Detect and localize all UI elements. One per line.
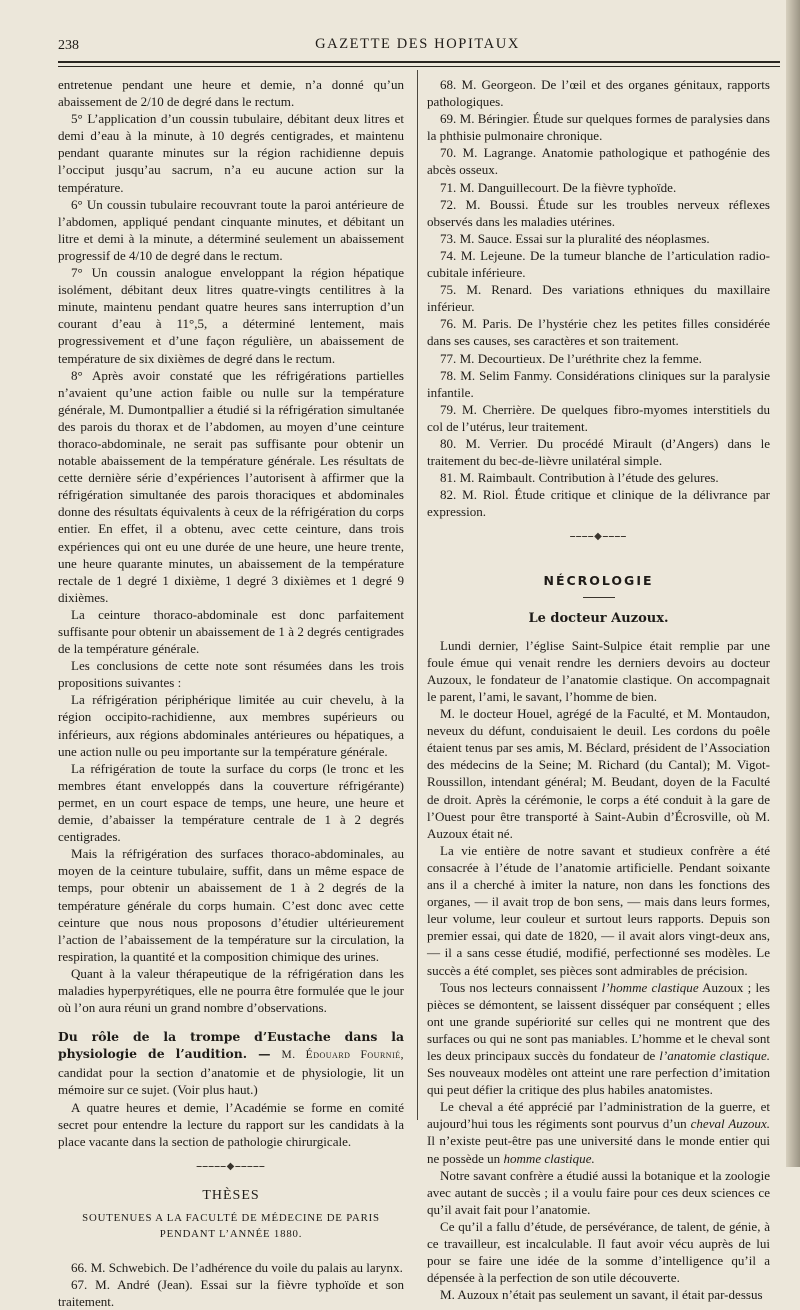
thesis-item: 79. M. Cherrière. De quelques fibro-myomes interstitiels du col de l’utérus, leur traitement. [427,401,770,434]
italic-run: homme clastique. [503,1150,595,1166]
header-rule [58,61,780,63]
thesis-item: 80. M. Verrier. Du procédé Mirault (d’Angers) dans le traitement du bec-de-lièvre unilatéral simple. [427,435,770,469]
page-number: 238 [58,38,79,53]
left-column [58,76,404,1310]
text-run: Tous nos lecteurs connaissent [440,979,602,995]
paragraph: Quant à la valeur thérapeutique de la réfrigération dans les maladies hyperpyrétiques, elle ne pourra être formulée que le jour où l’on aura réuni un grand nombre d’observations. [58,965,404,1016]
ornament-divider: ⎯⎯⎯⎯⎯◆⎯⎯⎯⎯⎯ [196,1160,266,1172]
thesis-item: 77. M. Decourtieux. De l’uréthrite chez la femme. [440,350,702,366]
text-run: Le cheval a été apprécié par l’administration de la guerre, et aujourd’hui tous les régiments sont pourvus d’un [427,1099,770,1132]
running-title: GAZETTE DES HOPITAUX [315,36,520,52]
paragraph: Les conclusions de cette note sont résumées dans les trois propositions suivantes : [58,658,404,691]
section-rest: candidat pour la section d’anatomie et de physiologie, lit un mémoire sur ce sujet. (Voir plus haut.) [58,1065,404,1098]
paragraph: Lundi dernier, l’église Saint-Sulpice était remplie par une foule émue qui venait rendre les derniers devoirs au docteur Auzoux, le fondateur de l’anatomie clastique. On accompagnait le parent, l’ami, le savant, l’homme de bien. [427,637,770,704]
paragraph [427,979,770,1099]
right-column [427,76,770,1303]
thesis-item: 72. M. Boussi. Étude sur les troubles nerveux réflexes observés dans les maladies utérines. [427,196,770,229]
paragraph: 6° Un coussin tubulaire recouvrant toute la paroi antérieure de l’abdomen, appliqué pendant cinquante minutes, et débitant un litre et demi à la minute, a déterminé seulement un abaissement progressif de 4/10 de degré dans le rectum. [58,196,404,263]
thesis-item: 82. M. Riol. Étude critique et clinique de la délivrance par expression. [427,487,770,520]
paragraph [427,1098,770,1166]
paragraph: Notre savant confrère a étudié aussi la botanique et la zoologie avec autant de succès ; il a voulu faire pour ces deux sciences ce qu’il avait fait pour l’anatomie. [427,1167,770,1217]
ornament-divider: ⎯⎯⎯⎯◆⎯⎯⎯⎯ [570,531,627,543]
thesis-item: 74. M. Lejeune. De la tumeur blanche de l’articulation radio-cubitale inférieure. [427,247,770,281]
thesis-item: 66. M. Schwebich. De l’adhérence du voile du palais au larynx. [71,1260,403,1276]
thesis-item: 71. M. Danguillecourt. De la fièvre typhoïde. [440,179,677,195]
theses-subtitle: SOUTENUES A LA FACULTÉ DE MÉDECINE DE PARIS [82,1212,380,1224]
obituary-title: Le docteur Auzoux. [528,610,669,626]
section-paragraph [58,1028,404,1098]
text-run: Il n’existe peut-être pas une université dans le monde entier qui ne possède un [427,1133,770,1166]
paragraph: entretenue pendant une heure et demie, n’a donné qu’un abaissement de 2/10 de degré dans le rectum. [58,77,404,110]
thesis-item: 75. M. Renard. Des variations ethniques du maxillaire inférieur. [427,282,770,315]
section-author: M. Édouard Fournié, [281,1049,404,1062]
paragraph: 7° Un coussin analogue enveloppant la région hépatique isolément, débitant deux litres quatre-vingts centilitres à la minute, maintenu pendant quatre heures sans interruption d’un courant d’eau à 11°,5, a déterminé lentement, mais progressivement et d’une façon régulière, un abaissement de température de six dixièmes de degré dans le rectum. [58,265,404,366]
thesis-item: 76. M. Paris. De l’hystérie chez les petites filles considérée dans ses causes, ses caractères et son traitement. [427,316,770,349]
paragraph: A quatre heures et demie, l’Académie se forme en comité secret pour entendre la lecture du rapport sur les candidats à la place vacante dans la section de pathologie chirurgicale. [58,1099,404,1149]
paragraph: La ceinture thoraco-abdominale est donc parfaitement suffisante pour obtenir un abaissement de 1 à 2 degrés centigrades de la température générale. [58,606,404,657]
page-edge [786,0,800,1167]
paragraph: M. Auzoux n’était pas seulement un savant, il était par-dessus [440,1287,763,1303]
paragraph: Mais la réfrigération des surfaces thoraco-abdominales, au moyen de la ceinture tubulaire, suffit, dans un même espace de temps, pour obtenir un abaissement de 1 à 2 degrés de la température générale du corps humain. C’est donc avec cette ceinture que nous nous proposons d’étudier ultérieurement l’action de l’abaissement de la température sur la circulation, la respiration, la quantité et la composition chimique des urines. [58,846,404,964]
page-header [55,34,780,56]
thesis-item: 73. M. Sauce. Essai sur la pluralité des néoplasmes. [440,230,710,246]
thesis-item: 81. M. Raimbault. Contribution à l’étude des gelures. [440,470,719,486]
header-rule-thin [58,66,780,67]
paragraph: Ce qu’il a fallu d’étude, de persévérance, de talent, de génie, à ce travailleur, est incalculable. Il faut avoir vécu auprès de lui pour se faire une idée de la somme d’intelligence qu’il a dépensée à la perfection de son utile découverte. [427,1218,770,1286]
necrology-heading: NÉCROLOGIE [543,572,654,588]
italic-run: cheval Auzoux. [690,1116,770,1132]
theses-subtitle-year: PENDANT L’ANNÉE 1880. [159,1228,303,1240]
short-rule [583,597,615,598]
italic-run: l’anatomie clastique. [659,1047,770,1063]
paragraph: 8° Après avoir constaté que les réfrigérations partielles n’avaient qu’une action faible ou nulle sur la température générale, M. Dumontpallier a étudié si la réfrigération simultanée des parois du thorax et de l’abdomen, au moyen d’une ceinture thoraco-abdominale, ne serait pas suffisante pour obtenir un notable abaissement de la température générale. Les résultats de cette dernière série d’expériences l’autorisent à affirmer que la réfrigération simultanée des parois thoraciques et abdominales donne des résultats équivalents à ceux de la réfrigération du corps entier. En effet, il a obtenu, avec cette ceinture, dans trois expériences qui ont eu une durée de une heure, une heure trente, une heure quarante minutes, un abaissement de la température rectale de 1 degré 1 dixième, 1 degré 3 dixièmes et 1 degré 9 dixièmes. [58,367,404,605]
thesis-item: 69. M. Béringier. Étude sur quelques formes de paralysies dans la phthisie pulmonaire chronique. [427,111,770,144]
paragraph: 5° L’application d’un coussin tubulaire, débitant deux litres et demi d’eau à la minute, à 10 degrés centigrades, et maintenu pendant quarante minutes sur la région rachidienne depuis l’occiput jusqu’au sacrum, n’a eu aucune action sur la température. [58,111,404,195]
paragraph: La réfrigération périphérique limitée au cuir chevelu, à la région occipito-rachidienne, aux membres supérieurs ou inférieurs, aux régions abdominales antérieures ou hépatiques, a une action nulle ou peu importante sur la température générale. [58,692,404,759]
thesis-item: 78. M. Selim Fanmy. Considérations cliniques sur la paralysie infantile. [427,367,770,400]
thesis-item: 70. M. Lagrange. Anatomie pathologique et pathogénie des abcès osseux. [427,145,770,178]
paragraph: La réfrigération de toute la surface du corps (le tronc et les membres étant enveloppés dans la couverture réfrigérante) permet, en un court espace de temps, une heure, une heure et demie, d’abaisser la température centrale de 1 à 2 degrés centigrades. [58,760,404,845]
italic-run: l’homme clastique [601,979,699,995]
paragraph: La vie entière de notre savant et studieux confrère a été consacrée à l’étude de l’anatomie artificielle. Pendant soixante ans il a cherché à imiter la nature, non dans les fonctions des organes, — il avait trop de bon sens, — mais dans leurs formes, leur volume, leur couleur et surtout leurs rapports. Depuis son premier essai, qui date de 1820, — il avait alors vingt-deux ans, — il a sans cesse étudié, modifié, perfectionné ses modèles. Le succès a été complet, ses pièces sont admirables de précision. [427,842,770,978]
section-title: Du rôle de la trompe d’Eustache dans la physiologie de l’audition. — [58,1029,404,1062]
text-run: Ses nouveaux modèles ont atteint une rare perfection d’imitation qui peut défier la critique des plus habiles anatomistes. [427,1065,770,1098]
text-run: Auzoux ; les pièces se démontent, se laissent disséquer par conséquent ; elles ont une grande supériorité sur celles qui ne montrent que des surfaces ou qui ne sont pas maniables. L’homme et le cheval sont les deux principaux succès du fondateur de [427,979,770,1063]
thesis-item: 67. M. André (Jean). Essai sur la fièvre typhoïde et son traitement. [58,1277,404,1310]
column-divider [417,70,418,1120]
theses-title: THÈSES [202,1187,260,1203]
thesis-item: 68. M. Georgeon. De l’œil et des organes génitaux, rapports pathologiques. [427,77,770,110]
paragraph: M. le docteur Houel, agrégé de la Faculté, et M. Montaudon, neveux du défunt, conduisaient le deuil. Les cordons du poêle étaient tenus par ses amis, M. Béclard, président de l’Association des médecins de la Seine; M. Richard (du Cantal); M. Vigot-Roussillon, intendant général; M. Beudant, doyen de la Faculté de droit. Après la cérémonie, le corps a été conduit à la gare de l’Ouest pour être transporté à Saint-Aubin d’Écrosville, où M. Auzoux était né. [427,706,770,841]
